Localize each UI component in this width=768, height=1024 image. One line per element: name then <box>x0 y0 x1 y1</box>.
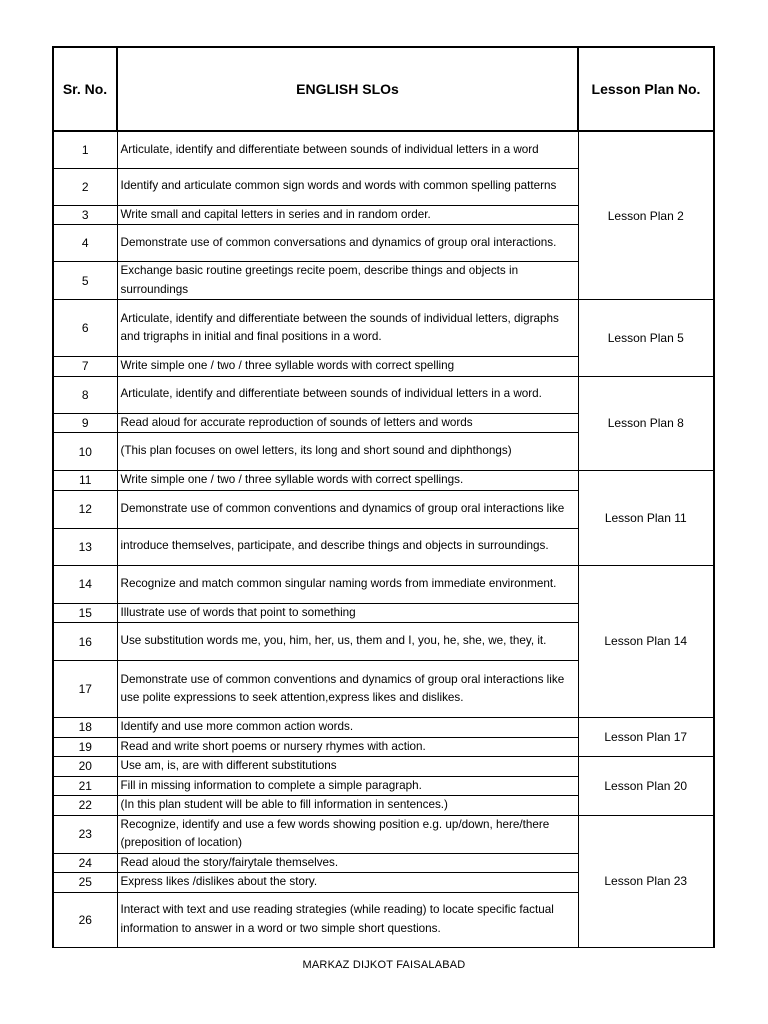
slo-cell: Read and write short poems or nursery rhymes with action. <box>117 737 578 757</box>
sr-no-cell: 23 <box>53 815 117 853</box>
sr-no-cell: 12 <box>53 490 117 528</box>
lesson-plan-cell: Lesson Plan 5 <box>578 300 714 377</box>
sr-no-cell: 17 <box>53 661 117 718</box>
lesson-plan-cell: Lesson Plan 17 <box>578 718 714 757</box>
table-row <box>53 757 714 777</box>
sr-no-cell: 3 <box>53 205 117 225</box>
header-english-slos: ENGLISH SLOs <box>117 47 578 131</box>
lesson-plan-cell: Lesson Plan 11 <box>578 471 714 566</box>
table-row <box>53 376 714 413</box>
table-row <box>53 131 714 168</box>
lesson-plan-cell: Lesson Plan 2 <box>578 131 714 300</box>
slo-cell: Recognize, identify and use a few words showing position e.g. up/down, here/there (preposition of location) <box>117 815 578 853</box>
slo-cell: Illustrate use of words that point to something <box>117 603 578 623</box>
slo-cell: Articulate, identify and differentiate between sounds of individual letters in a word. <box>117 376 578 413</box>
slo-cell: introduce themselves, participate, and describe things and objects in surroundings. <box>117 528 578 565</box>
sr-no-cell: 19 <box>53 737 117 757</box>
slo-cell: Identify and use more common action words. <box>117 718 578 738</box>
slo-cell: Use am, is, are with different substitutions <box>117 757 578 777</box>
table-row <box>53 565 714 603</box>
sr-no-cell: 13 <box>53 528 117 565</box>
slo-cell: Identify and articulate common sign words and words with common spelling patterns <box>117 168 578 205</box>
slo-cell: (In this plan student will be able to fill information in sentences.) <box>117 796 578 816</box>
lesson-plan-cell: Lesson Plan 23 <box>578 815 714 947</box>
slo-cell: (This plan focuses on owel letters, its long and short sound and diphthongs) <box>117 433 578 471</box>
sr-no-cell: 4 <box>53 225 117 262</box>
sr-no-cell: 25 <box>53 873 117 893</box>
slo-cell: Articulate, identify and differentiate between the sounds of individual letters, digraphs and trigraphs in initial and final positions in a word. <box>117 300 578 357</box>
slo-table <box>52 46 715 948</box>
slo-cell: Express likes /dislikes about the story. <box>117 873 578 893</box>
header-sr-no: Sr. No. <box>53 47 117 131</box>
slo-cell: Demonstrate use of common conventions and dynamics of group oral interactions like <box>117 490 578 528</box>
sr-no-cell: 20 <box>53 757 117 777</box>
sr-no-cell: 6 <box>53 300 117 357</box>
sr-no-cell: 26 <box>53 892 117 947</box>
sr-no-cell: 11 <box>53 471 117 491</box>
slo-cell: Recognize and match common singular naming words from immediate environment. <box>117 565 578 603</box>
table-row <box>53 815 714 853</box>
sr-no-cell: 5 <box>53 262 117 300</box>
sr-no-cell: 8 <box>53 376 117 413</box>
table-row <box>53 300 714 357</box>
lesson-plan-cell: Lesson Plan 14 <box>578 565 714 718</box>
slo-cell: Write small and capital letters in series and in random order. <box>117 205 578 225</box>
slo-cell: Read aloud the story/fairytale themselves. <box>117 853 578 873</box>
header-lesson-plan: Lesson Plan No. <box>578 47 714 131</box>
sr-no-cell: 10 <box>53 433 117 471</box>
slo-cell: Fill in missing information to complete a simple paragraph. <box>117 776 578 796</box>
table-body <box>53 131 714 947</box>
sr-no-cell: 18 <box>53 718 117 738</box>
slo-cell: Demonstrate use of common conventions and dynamics of group oral interactions like use polite expressions to seek attention,express likes and dislikes. <box>117 661 578 718</box>
table-header <box>53 47 714 131</box>
lesson-plan-cell: Lesson Plan 20 <box>578 757 714 816</box>
sr-no-cell: 2 <box>53 168 117 205</box>
footer-text: MARKAZ DIJKOT FAISALABAD <box>302 959 466 971</box>
table-row <box>53 471 714 491</box>
slo-cell: Write simple one / two / three syllable words with correct spellings. <box>117 471 578 491</box>
lesson-plan-cell: Lesson Plan 8 <box>578 376 714 471</box>
slo-cell: Write simple one / two / three syllable words with correct spelling <box>117 357 578 377</box>
sr-no-cell: 16 <box>53 623 117 661</box>
table-row <box>53 718 714 738</box>
slo-cell: Articulate, identify and differentiate between sounds of individual letters in a word <box>117 131 578 168</box>
sr-no-cell: 24 <box>53 853 117 873</box>
slo-cell: Interact with text and use reading strategies (while reading) to locate specific factual information to answer in a word or two simple short questions. <box>117 892 578 947</box>
slo-cell: Use substitution words me, you, him, her, us, them and I, you, he, she, we, they, it. <box>117 623 578 661</box>
sr-no-cell: 15 <box>53 603 117 623</box>
slo-cell: Exchange basic routine greetings recite poem, describe things and objects in surroundings <box>117 262 578 300</box>
slo-cell: Read aloud for accurate reproduction of sounds of letters and words <box>117 413 578 433</box>
sr-no-cell: 22 <box>53 796 117 816</box>
header-row <box>53 47 714 131</box>
sr-no-cell: 7 <box>53 357 117 377</box>
sr-no-cell: 21 <box>53 776 117 796</box>
sr-no-cell: 1 <box>53 131 117 168</box>
sr-no-cell: 9 <box>53 413 117 433</box>
sr-no-cell: 14 <box>53 565 117 603</box>
slo-cell: Demonstrate use of common conversations and dynamics of group oral interactions. <box>117 225 578 262</box>
